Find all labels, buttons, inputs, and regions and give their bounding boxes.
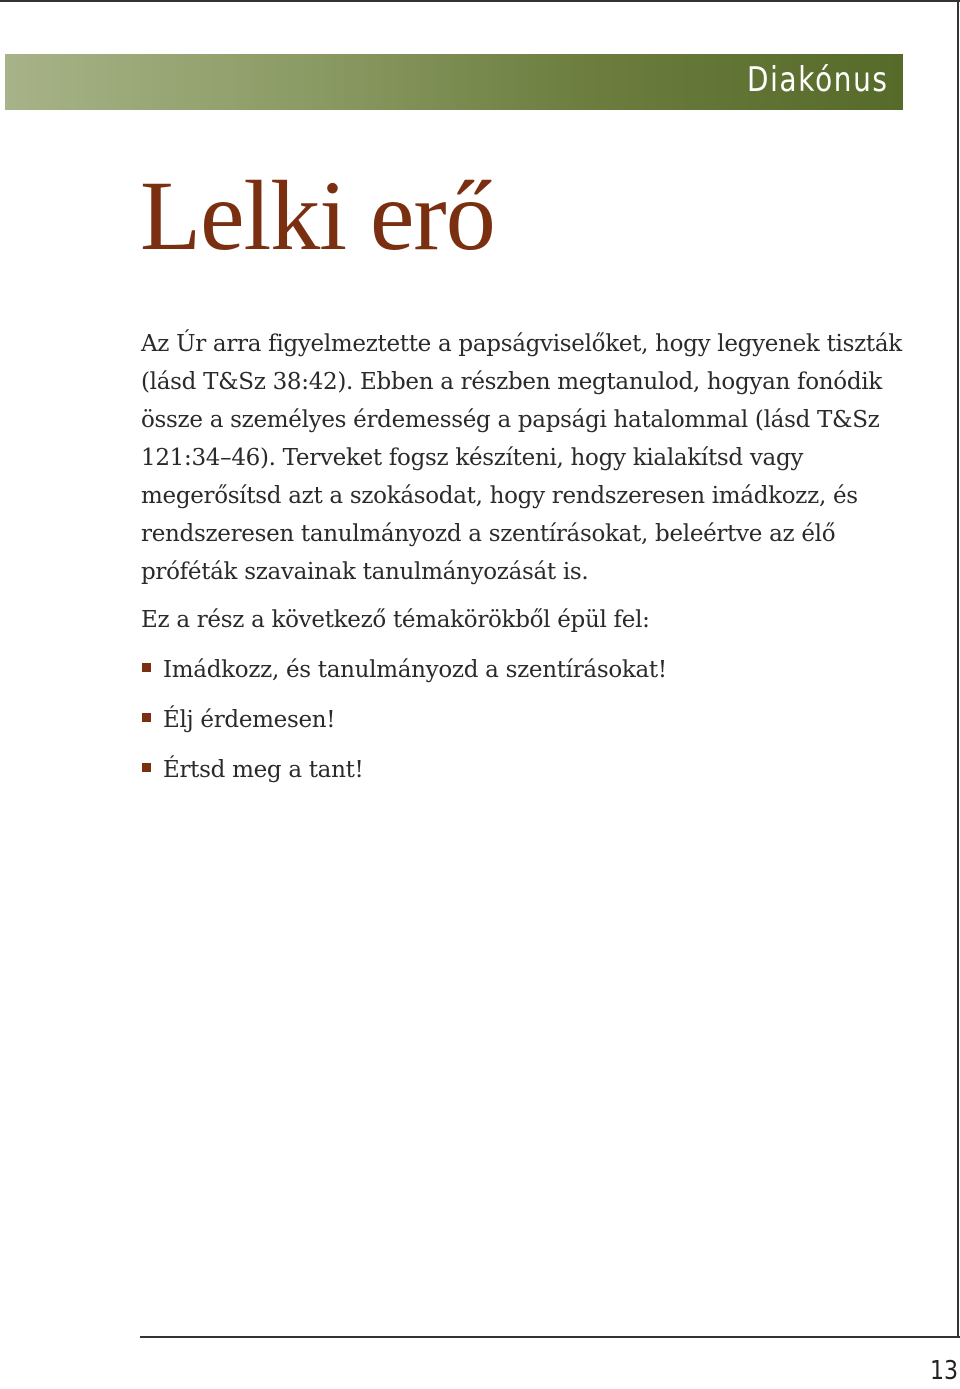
- page-title: Lelki erő: [140, 160, 495, 271]
- section-label: Diakónus: [747, 60, 889, 100]
- topic-item-understand-doctrine: [141, 751, 667, 801]
- top-border-line: [0, 0, 960, 2]
- page-number: 13: [929, 1356, 958, 1386]
- section-header-band: [5, 54, 903, 110]
- square-bullet-icon: [142, 763, 151, 772]
- square-bullet-icon: [142, 713, 151, 722]
- topic-item-prayer-study: [141, 651, 667, 701]
- topic-label: Értsd meg a tant!: [163, 757, 364, 783]
- topic-item-live-worthily: [141, 701, 667, 751]
- topic-label: Élj érdemesen!: [163, 707, 336, 733]
- topic-label: Imádkozz, és tanulmányozd a szentírásokat!: [163, 657, 667, 683]
- square-bullet-icon: [142, 663, 151, 672]
- right-border-line: [957, 0, 959, 1337]
- footer-rule: [140, 1336, 960, 1338]
- intro-paragraph: Az Úr arra figyelmeztette a papságviselőket, hogy legyenek tiszták (lásd T&Sz 38:42). Ebben a részben megtanulod, hogyan fonódik össze a személyes érdemesség a papsági hatalommal (lásd T&Sz 121:34–46). Terveket fogsz készíteni, hogy kialakítsd vagy megerősítsd azt a szokásodat, hogy rendszeresen imádkozz, és rendszeresen tanulmányozd a szentírásokat, beleértve az élő próféták szavainak tanulmányozását is.: [141, 331, 902, 585]
- topics-list: [141, 651, 667, 801]
- topics-lead: Ez a rész a következő témakörökből épül fel:: [141, 607, 650, 633]
